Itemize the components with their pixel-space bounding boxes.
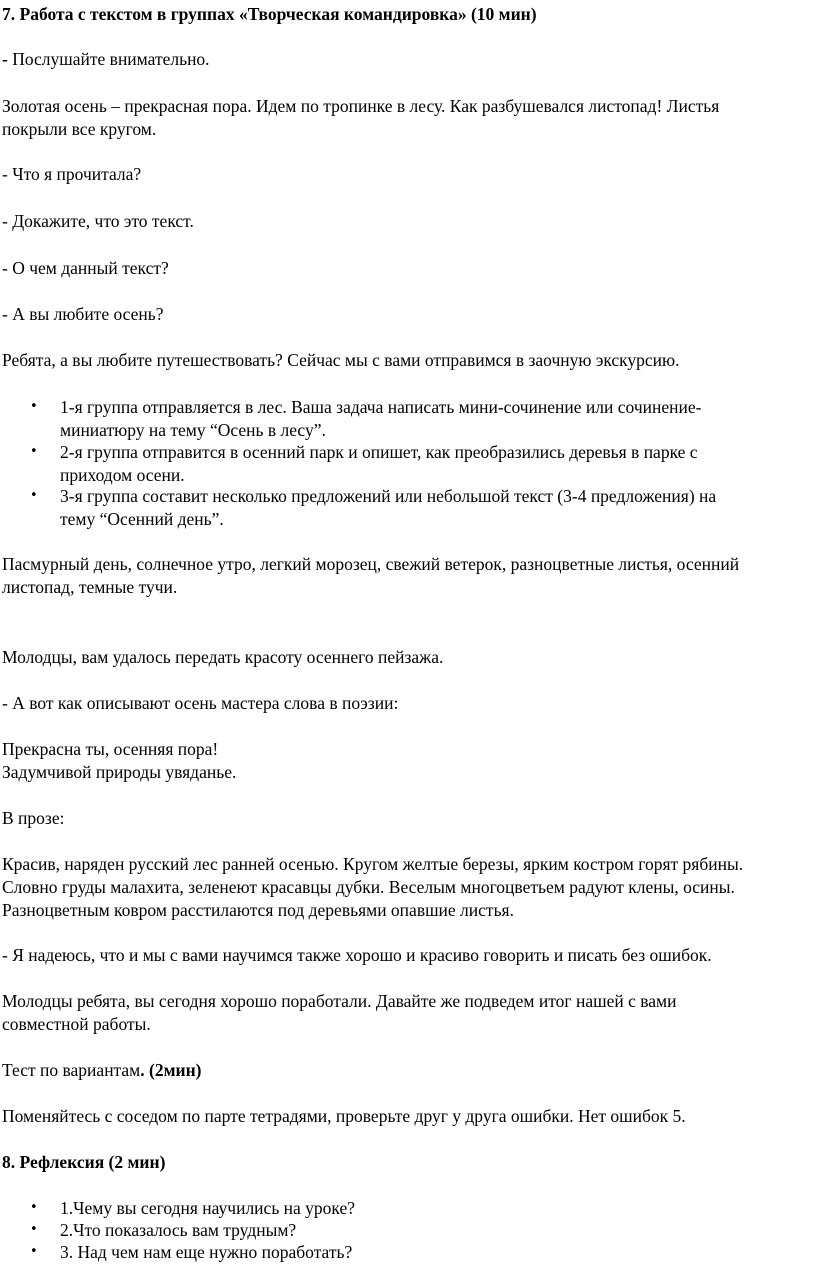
group-1-line-1: 1-я группа отправляется в лес. Ваша задача написать мини-сочинение или сочинение- [60, 397, 702, 417]
test-duration: . (2мин) [140, 1060, 202, 1080]
listen-instruction [2, 47, 210, 71]
travel-intro: Ребята, а вы любите путешествовать? Сейчас мы с вами отправимся в заочную экскурсию. [2, 350, 680, 370]
section-8-heading: 8. Рефлексия (2 мин) [2, 1152, 166, 1172]
prose-line-1: Красив, наряден русский лес ранней осенью. Кругом желтые березы, ярким костром горят рябины. [2, 854, 744, 874]
prose-line-3: Разноцветным ковром расстилаются под деревьями опавшие листья. [2, 900, 514, 920]
summary-line-2: совместной работы. [2, 1014, 151, 1034]
group-2-line-1: 2-я группа отправится в осенний парк и опишет, как преобразились деревья в парке с [60, 442, 698, 462]
question-1: - Что я прочитала? [2, 164, 142, 184]
test-text: Тест по вариантам [2, 1060, 141, 1080]
words-line-2: листопад, темные тучи. [2, 577, 178, 597]
listen-dash: - [2, 49, 8, 69]
words-line-1: Пасмурный день, солнечное утро, легкий морозец, свежий ветерок, разноцветные листья, осенний [2, 554, 740, 574]
prose-line-2: Словно груды малахита, зеленеют красавцы дубки. Веселым многоцветьем радуют клены, осины. [2, 877, 735, 897]
bullet-icon: • [30, 1200, 38, 1215]
hope-text: - Я надеюсь, что и мы с вами научимся также хорошо и красиво говорить и писать без ошибок. [2, 945, 712, 965]
passage-line-2: покрыли все кругом. [2, 119, 157, 139]
section-7-heading: 7. Работа с текстом в группах «Творческая командировка» (10 мин) [2, 4, 537, 24]
praise-text: Молодцы, вам удалось передать красоту осеннего пейзажа. [2, 647, 444, 667]
reflection-question-2: 2.Что показалось вам трудным? [60, 1220, 297, 1240]
group-3-line-1: 3-я группа составит несколько предложений или небольшой текст (3-4 предложения) на [60, 486, 717, 506]
poetry-intro: - А вот как описывают осень мастера слова в поэзии: [2, 693, 399, 713]
question-3: - О чем данный текст? [2, 258, 169, 278]
reflection-question-3: 3. Над чем нам еще нужно поработать? [60, 1242, 353, 1262]
swap-instruction: Поменяйтесь с соседом по парте тетрадями, проверьте друг у друга ошибки. Нет ошибок 5. [2, 1106, 686, 1126]
poem-line-2: Задумчивой природы увяданье. [2, 762, 237, 782]
group-2-line-2: приходом осени. [60, 465, 185, 485]
bullet-icon: • [30, 488, 38, 503]
group-1-line-2: миниатюру на тему “Осень в лесу”. [60, 420, 326, 440]
question-4: - А вы любите осень? [2, 304, 164, 324]
group-3-line-2: тему “Осенний день”. [60, 509, 224, 529]
bullet-icon: • [30, 399, 38, 414]
question-2: - Докажите, что это текст. [2, 211, 194, 231]
listen-text: Послушайте внимательно. [7, 49, 210, 69]
summary-line-1: Молодцы ребята, вы сегодня хорошо поработали. Давайте же подведем итог нашей с вами [2, 991, 677, 1011]
test-line [2, 1058, 202, 1082]
bullet-icon: • [30, 444, 38, 459]
passage-line-1: Золотая осень – прекрасная пора. Идем по тропинке в лесу. Как разбушевался листопад! Листья [2, 96, 720, 116]
prose-intro: В прозе: [2, 808, 65, 828]
bullet-icon: • [30, 1244, 38, 1259]
poem-line-1: Прекрасна ты, осенняя пора! [2, 739, 219, 759]
bullet-icon: • [30, 1222, 38, 1237]
reflection-question-1: 1.Чему вы сегодня научились на уроке? [60, 1198, 356, 1218]
